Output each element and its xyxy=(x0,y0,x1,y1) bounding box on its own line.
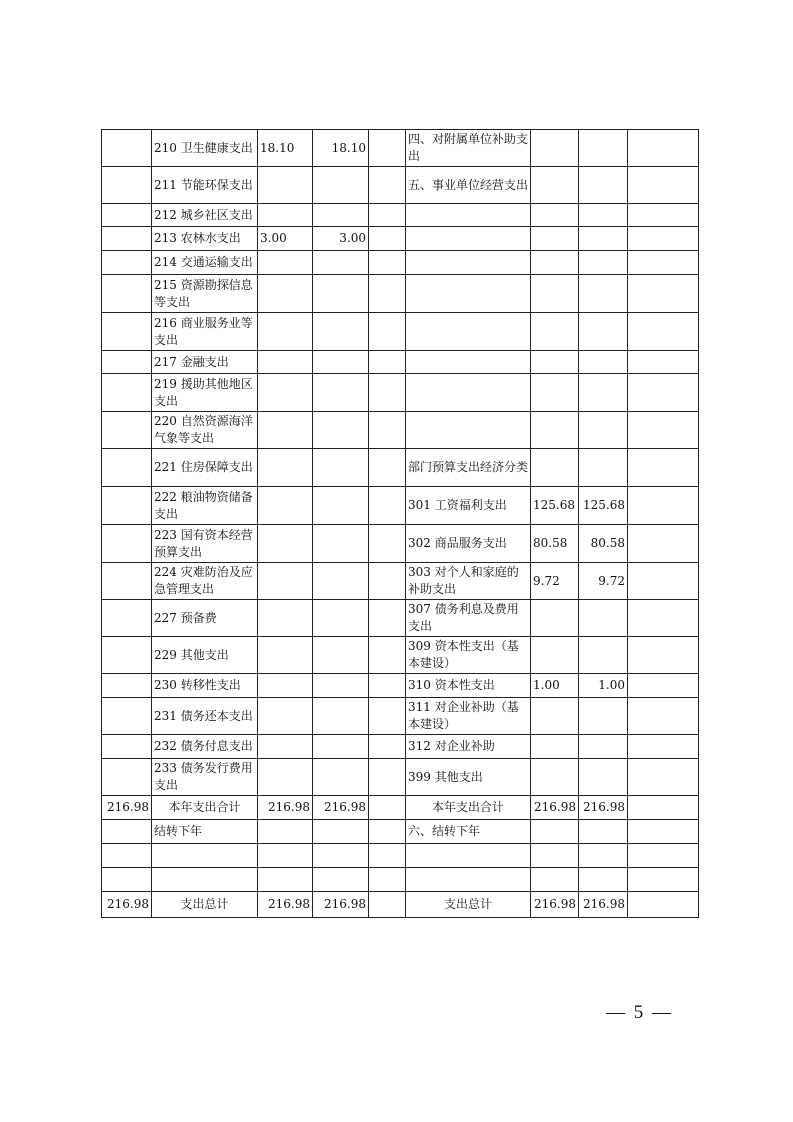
table-cell-col5 xyxy=(369,637,406,674)
table-cell-col3 xyxy=(258,600,313,637)
table-cell-col8 xyxy=(579,130,628,167)
table-cell-col9 xyxy=(628,374,699,412)
table-cell-col3 xyxy=(258,313,313,351)
table-cell-col6: 310 资本性支出 xyxy=(406,674,531,698)
table-cell-col7 xyxy=(531,844,579,868)
table-row xyxy=(102,167,699,204)
table-cell-col8 xyxy=(579,820,628,844)
table-row xyxy=(102,251,699,275)
table-cell-col2: 222 粮油物资储备支出 xyxy=(152,487,258,525)
table-row xyxy=(102,796,699,820)
table-cell-col8: 9.72 xyxy=(579,563,628,600)
table-cell-col8 xyxy=(579,637,628,674)
table-cell-col7 xyxy=(531,820,579,844)
table-cell-col7 xyxy=(531,227,579,251)
table-row xyxy=(102,374,699,412)
table-row xyxy=(102,313,699,351)
table-row xyxy=(102,227,699,251)
table-cell-col7 xyxy=(531,204,579,227)
table-cell-col2: 231 债务还本支出 xyxy=(152,698,258,735)
table-cell-col2 xyxy=(152,844,258,868)
table-cell-col2: 233 债务发行费用支出 xyxy=(152,759,258,796)
table-cell-col3 xyxy=(258,759,313,796)
table-cell-col3: 18.10 xyxy=(258,130,313,167)
table-cell-col4: 18.10 xyxy=(313,130,369,167)
table-cell-col8 xyxy=(579,227,628,251)
table-cell-col1 xyxy=(102,698,152,735)
table-cell-col2: 227 预备费 xyxy=(152,600,258,637)
table-row xyxy=(102,698,699,735)
table-cell-col8: 80.58 xyxy=(579,525,628,563)
table-cell-col2: 219 援助其他地区支出 xyxy=(152,374,258,412)
table-cell-col6 xyxy=(406,313,531,351)
table-cell-col4 xyxy=(313,674,369,698)
table-cell-col4 xyxy=(313,759,369,796)
table-cell-col8 xyxy=(579,600,628,637)
table-cell-col4 xyxy=(313,735,369,759)
table-cell-col3 xyxy=(258,820,313,844)
table-cell-col9 xyxy=(628,525,699,563)
table-cell-col3 xyxy=(258,637,313,674)
table-cell-col4 xyxy=(313,167,369,204)
table-cell-col4 xyxy=(313,374,369,412)
table-cell-col8 xyxy=(579,167,628,204)
table-cell-col7 xyxy=(531,637,579,674)
table-cell-col9 xyxy=(628,637,699,674)
table-cell-col7 xyxy=(531,449,579,487)
table-cell-col6: 六、结转下年 xyxy=(406,820,531,844)
table-cell-col2: 230 转移性支出 xyxy=(152,674,258,698)
table-cell-col7 xyxy=(531,600,579,637)
table-cell-col7 xyxy=(531,412,579,449)
budget-expenditure-table xyxy=(101,129,699,918)
table-cell-col1 xyxy=(102,868,152,892)
table-cell-col8 xyxy=(579,735,628,759)
table-cell-col3 xyxy=(258,204,313,227)
table-cell-col1 xyxy=(102,735,152,759)
table-cell-col6: 五、事业单位经营支出 xyxy=(406,167,531,204)
table-row xyxy=(102,130,699,167)
table-cell-col6: 312 对企业补助 xyxy=(406,735,531,759)
table-row xyxy=(102,449,699,487)
table-cell-col7 xyxy=(531,759,579,796)
table-cell-col1 xyxy=(102,275,152,313)
table-cell-col2: 223 国有资本经营预算支出 xyxy=(152,525,258,563)
table-cell-col8: 216.98 xyxy=(579,892,628,918)
table-cell-col4 xyxy=(313,698,369,735)
table-row xyxy=(102,487,699,525)
table-cell-col3 xyxy=(258,449,313,487)
table-cell-col8: 216.98 xyxy=(579,796,628,820)
table-cell-col9 xyxy=(628,204,699,227)
table-cell-col9 xyxy=(628,313,699,351)
table-cell-col5 xyxy=(369,735,406,759)
table-cell-col8: 125.68 xyxy=(579,487,628,525)
table-cell-col2: 220 自然资源海洋气象等支出 xyxy=(152,412,258,449)
table-cell-col7 xyxy=(531,698,579,735)
table-cell-col7 xyxy=(531,313,579,351)
table-cell-col5 xyxy=(369,351,406,374)
table-cell-col5 xyxy=(369,525,406,563)
table-row xyxy=(102,674,699,698)
table-cell-col2: 232 债务付息支出 xyxy=(152,735,258,759)
table-cell-col5 xyxy=(369,412,406,449)
table-cell-col3 xyxy=(258,351,313,374)
table-cell-col4 xyxy=(313,251,369,275)
table-cell-col6: 302 商品服务支出 xyxy=(406,525,531,563)
table-cell-col8 xyxy=(579,844,628,868)
table-cell-col4 xyxy=(313,449,369,487)
table-cell-col8 xyxy=(579,251,628,275)
table-cell-col8 xyxy=(579,275,628,313)
table-cell-col7 xyxy=(531,735,579,759)
table-cell-col1: 216.98 xyxy=(102,892,152,918)
table-cell-col9 xyxy=(628,820,699,844)
table-cell-col2: 本年支出合计 xyxy=(152,796,258,820)
table-cell-col2: 211 节能环保支出 xyxy=(152,167,258,204)
table-cell-col2: 212 城乡社区支出 xyxy=(152,204,258,227)
table-cell-col5 xyxy=(369,820,406,844)
table-cell-col3: 216.98 xyxy=(258,796,313,820)
table-cell-col4: 3.00 xyxy=(313,227,369,251)
table-cell-col4 xyxy=(313,844,369,868)
table-cell-col7 xyxy=(531,351,579,374)
table-cell-col2: 结转下年 xyxy=(152,820,258,844)
table-cell-col5 xyxy=(369,313,406,351)
table-cell-col6: 309 资本性支出（基本建设） xyxy=(406,637,531,674)
table-cell-col2: 210 卫生健康支出 xyxy=(152,130,258,167)
table-cell-col7 xyxy=(531,251,579,275)
table-cell-col2: 215 资源勘探信息等支出 xyxy=(152,275,258,313)
table-cell-col9 xyxy=(628,796,699,820)
table-row xyxy=(102,600,699,637)
table-cell-col9 xyxy=(628,487,699,525)
table-cell-col9 xyxy=(628,275,699,313)
table-cell-col5 xyxy=(369,487,406,525)
table-cell-col1 xyxy=(102,487,152,525)
table-cell-col7: 216.98 xyxy=(531,796,579,820)
table-cell-col9 xyxy=(628,698,699,735)
table-cell-col8: 1.00 xyxy=(579,674,628,698)
table-cell-col9 xyxy=(628,868,699,892)
table-cell-col9 xyxy=(628,412,699,449)
table-cell-col1 xyxy=(102,130,152,167)
table-row xyxy=(102,351,699,374)
table-cell-col1 xyxy=(102,374,152,412)
table-cell-col7 xyxy=(531,130,579,167)
table-cell-col6: 311 对企业补助（基本建设） xyxy=(406,698,531,735)
table-cell-col9 xyxy=(628,892,699,918)
table-cell-col9 xyxy=(628,759,699,796)
table-cell-col8 xyxy=(579,759,628,796)
table-cell-col1 xyxy=(102,674,152,698)
table-cell-col4 xyxy=(313,412,369,449)
table-cell-col3: 216.98 xyxy=(258,892,313,918)
table-cell-col6 xyxy=(406,844,531,868)
table-cell-col8 xyxy=(579,868,628,892)
table-cell-col4 xyxy=(313,313,369,351)
table-cell-col2: 216 商业服务业等支出 xyxy=(152,313,258,351)
table-cell-col7: 80.58 xyxy=(531,525,579,563)
table-cell-col4: 216.98 xyxy=(313,796,369,820)
table-cell-col6: 301 工资福利支出 xyxy=(406,487,531,525)
table-cell-col5 xyxy=(369,167,406,204)
table-cell-col7 xyxy=(531,868,579,892)
table-cell-col9 xyxy=(628,600,699,637)
table-cell-col6 xyxy=(406,275,531,313)
table-cell-col2: 221 住房保障支出 xyxy=(152,449,258,487)
table-cell-col9 xyxy=(628,563,699,600)
table-cell-col6: 307 债务利息及费用支出 xyxy=(406,600,531,637)
table-cell-col1 xyxy=(102,600,152,637)
table-cell-col6 xyxy=(406,374,531,412)
table-cell-col2: 213 农林水支出 xyxy=(152,227,258,251)
table-cell-col4 xyxy=(313,351,369,374)
table-cell-col3 xyxy=(258,735,313,759)
table-row xyxy=(102,637,699,674)
table-cell-col9 xyxy=(628,251,699,275)
table-cell-col6 xyxy=(406,351,531,374)
table-cell-col4 xyxy=(313,820,369,844)
table-cell-col1 xyxy=(102,251,152,275)
table-cell-col3 xyxy=(258,251,313,275)
table-cell-col6: 303 对个人和家庭的补助支出 xyxy=(406,563,531,600)
table-cell-col7: 9.72 xyxy=(531,563,579,600)
table-cell-col7: 125.68 xyxy=(531,487,579,525)
table-cell-col3 xyxy=(258,374,313,412)
table-cell-col1: 216.98 xyxy=(102,796,152,820)
table-cell-col8 xyxy=(579,351,628,374)
table-cell-col1 xyxy=(102,204,152,227)
table-cell-col8 xyxy=(579,204,628,227)
table-cell-col8 xyxy=(579,412,628,449)
table-cell-col5 xyxy=(369,449,406,487)
table-cell-col3 xyxy=(258,844,313,868)
table-cell-col6: 本年支出合计 xyxy=(406,796,531,820)
table-cell-col1 xyxy=(102,313,152,351)
table-cell-col8 xyxy=(579,313,628,351)
table-cell-col1 xyxy=(102,412,152,449)
table-cell-col5 xyxy=(369,275,406,313)
table-row xyxy=(102,844,699,868)
table-cell-col4 xyxy=(313,600,369,637)
table-cell-col6: 支出总计 xyxy=(406,892,531,918)
table-cell-col9 xyxy=(628,130,699,167)
table-cell-col3 xyxy=(258,868,313,892)
table-cell-col9 xyxy=(628,844,699,868)
table-cell-col7: 1.00 xyxy=(531,674,579,698)
table-cell-col2: 支出总计 xyxy=(152,892,258,918)
table-cell-col9 xyxy=(628,449,699,487)
table-cell-col1 xyxy=(102,167,152,204)
table-row xyxy=(102,275,699,313)
table-cell-col5 xyxy=(369,892,406,918)
table-cell-col2: 229 其他支出 xyxy=(152,637,258,674)
table-cell-col4 xyxy=(313,487,369,525)
table-cell-col5 xyxy=(369,130,406,167)
table-cell-col1 xyxy=(102,759,152,796)
table-cell-col8 xyxy=(579,698,628,735)
table-cell-col4 xyxy=(313,637,369,674)
table-cell-col3 xyxy=(258,487,313,525)
table-cell-col4 xyxy=(313,868,369,892)
table-row xyxy=(102,759,699,796)
table-cell-col4 xyxy=(313,563,369,600)
table-cell-col1 xyxy=(102,227,152,251)
table-cell-col5 xyxy=(369,204,406,227)
table-cell-col6: 399 其他支出 xyxy=(406,759,531,796)
table-cell-col2 xyxy=(152,868,258,892)
table-cell-col4 xyxy=(313,275,369,313)
table-cell-col7 xyxy=(531,275,579,313)
table-cell-col6 xyxy=(406,868,531,892)
table-row xyxy=(102,892,699,918)
table-cell-col4: 216.98 xyxy=(313,892,369,918)
table-cell-col6 xyxy=(406,251,531,275)
table-cell-col5 xyxy=(369,759,406,796)
table-cell-col3 xyxy=(258,563,313,600)
table-cell-col6: 四、对附属单位补助支出 xyxy=(406,130,531,167)
table-cell-col6: 部门预算支出经济分类 xyxy=(406,449,531,487)
table-cell-col5 xyxy=(369,796,406,820)
table-cell-col9 xyxy=(628,735,699,759)
table-cell-col6 xyxy=(406,204,531,227)
table-cell-col3 xyxy=(258,525,313,563)
table-row xyxy=(102,563,699,600)
table-row xyxy=(102,868,699,892)
table-cell-col9 xyxy=(628,351,699,374)
table-cell-col1 xyxy=(102,351,152,374)
table-row xyxy=(102,735,699,759)
table-cell-col8 xyxy=(579,449,628,487)
table-cell-col9 xyxy=(628,674,699,698)
table-cell-col2: 224 灾难防治及应急管理支出 xyxy=(152,563,258,600)
page-number: — 5 — xyxy=(606,1002,673,1023)
table-cell-col5 xyxy=(369,251,406,275)
table-cell-col2: 214 交通运输支出 xyxy=(152,251,258,275)
table-cell-col7 xyxy=(531,374,579,412)
table-cell-col1 xyxy=(102,844,152,868)
table-cell-col3: 3.00 xyxy=(258,227,313,251)
table-cell-col9 xyxy=(628,227,699,251)
table-cell-col6 xyxy=(406,227,531,251)
table-body xyxy=(102,130,699,918)
table-row xyxy=(102,412,699,449)
table-cell-col6 xyxy=(406,412,531,449)
table-cell-col5 xyxy=(369,227,406,251)
table-cell-col3 xyxy=(258,167,313,204)
table-cell-col1 xyxy=(102,563,152,600)
table-cell-col5 xyxy=(369,674,406,698)
table-cell-col5 xyxy=(369,698,406,735)
table-cell-col7 xyxy=(531,167,579,204)
table-cell-col3 xyxy=(258,698,313,735)
table-cell-col5 xyxy=(369,374,406,412)
table-cell-col5 xyxy=(369,844,406,868)
table-cell-col4 xyxy=(313,204,369,227)
table-cell-col8 xyxy=(579,374,628,412)
table-cell-col1 xyxy=(102,525,152,563)
table-cell-col3 xyxy=(258,275,313,313)
table-row xyxy=(102,525,699,563)
table-row xyxy=(102,204,699,227)
table-cell-col4 xyxy=(313,525,369,563)
table-cell-col5 xyxy=(369,563,406,600)
table-cell-col2: 217 金融支出 xyxy=(152,351,258,374)
table-cell-col7: 216.98 xyxy=(531,892,579,918)
table-cell-col1 xyxy=(102,449,152,487)
table-cell-col3 xyxy=(258,412,313,449)
table-cell-col5 xyxy=(369,600,406,637)
table-cell-col9 xyxy=(628,167,699,204)
table-cell-col1 xyxy=(102,820,152,844)
table-cell-col3 xyxy=(258,674,313,698)
table-cell-col1 xyxy=(102,637,152,674)
table-cell-col5 xyxy=(369,868,406,892)
table-row xyxy=(102,820,699,844)
